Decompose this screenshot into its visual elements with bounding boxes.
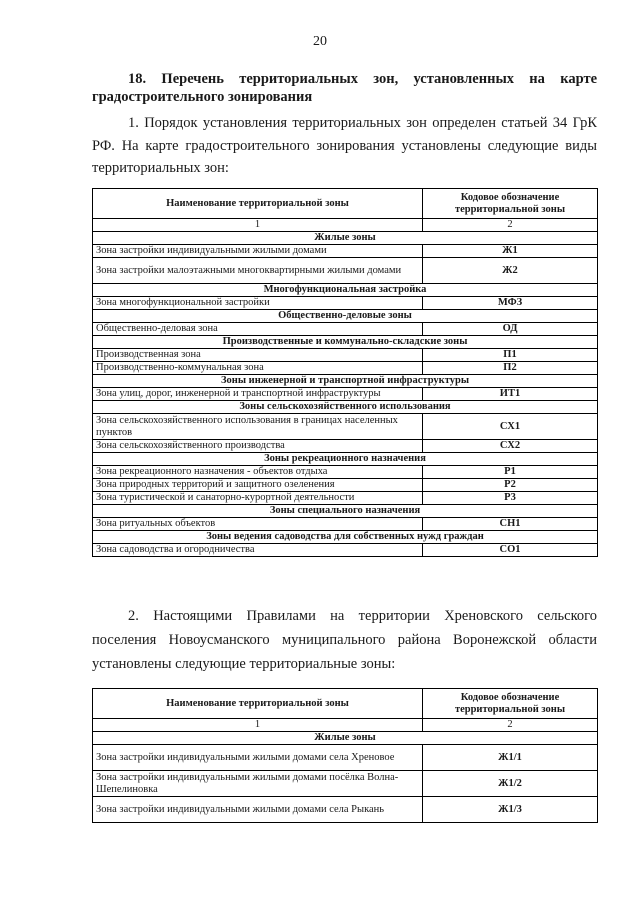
section-row <box>93 505 598 518</box>
zone-code: ОД <box>423 323 598 336</box>
zone-code: Ж1/3 <box>423 797 598 823</box>
section-row <box>93 401 598 414</box>
zone-name: Зона туристической и санаторно-курортной деятельности <box>93 492 423 505</box>
section-title: Жилые зоны <box>93 232 598 245</box>
table-row <box>93 518 598 531</box>
zone-code: СХ1 <box>423 414 598 440</box>
zone-code: Ж2 <box>423 258 598 284</box>
zone-code: Р3 <box>423 492 598 505</box>
table-row <box>93 362 598 375</box>
column-number: 1 <box>93 719 423 732</box>
column-number-row <box>93 719 598 732</box>
table-row <box>93 797 598 823</box>
zone-code: СО1 <box>423 544 598 557</box>
zone-code: Р2 <box>423 479 598 492</box>
section-row <box>93 232 598 245</box>
zone-name: Общественно-деловая зона <box>93 323 423 336</box>
zone-name: Зона многофункциональной застройки <box>93 297 423 310</box>
zone-code: МФЗ <box>423 297 598 310</box>
zone-name: Производственно-коммунальная зона <box>93 362 423 375</box>
column-header-code: Кодовое обозначение территориальной зоны <box>423 189 598 219</box>
section-title: Многофункциональная застройка <box>93 284 598 297</box>
section-title: Зоны инженерной и транспортной инфраструктуры <box>93 375 598 388</box>
zone-code: Ж1/2 <box>423 771 598 797</box>
section-heading <box>92 70 597 106</box>
column-header-code: Кодовое обозначение территориальной зоны <box>423 689 598 719</box>
section-title: Зоны специального назначения <box>93 505 598 518</box>
zone-code: ИТ1 <box>423 388 598 401</box>
column-number: 2 <box>423 219 598 232</box>
table-header-row <box>93 689 598 719</box>
paragraph-1-text: 1. Порядок установления территориальных зон определен статьей 34 ГрК РФ. На карте градостроительного зонирования установлены следующие виды территориальных зон: <box>92 115 597 176</box>
zone-name: Производственная зона <box>93 349 423 362</box>
section-row <box>93 310 598 323</box>
section-number: 18. <box>128 71 147 87</box>
section-row <box>93 732 598 745</box>
table-row <box>93 349 598 362</box>
section-title: Жилые зоны <box>93 732 598 745</box>
zone-name: Зона сельскохозяйственного производства <box>93 440 423 453</box>
table-row <box>93 388 598 401</box>
zone-name: Зона застройки индивидуальными жилыми домами села Рыкань <box>93 797 423 823</box>
zone-code: Ж1/1 <box>423 745 598 771</box>
table-row <box>93 440 598 453</box>
section-row <box>93 453 598 466</box>
section-title: Общественно-деловые зоны <box>93 310 598 323</box>
table-row <box>93 479 598 492</box>
column-header-name: Наименование территориальной зоны <box>93 689 423 719</box>
section-title: Производственные и коммунально-складские зоны <box>93 336 598 349</box>
zone-code: П2 <box>423 362 598 375</box>
zone-name: Зона рекреационного назначения - объектов отдыха <box>93 466 423 479</box>
paragraph-2-text: 2. Настоящими Правилами на территории Хреновского сельского поселения Новоусманского муниципального района Воронежской области установлены следующие территориальные зоны: <box>92 608 597 672</box>
zone-code: СХ2 <box>423 440 598 453</box>
zone-code: Р1 <box>423 466 598 479</box>
zone-code: П1 <box>423 349 598 362</box>
zone-name: Зона застройки индивидуальными жилыми домами <box>93 245 423 258</box>
zone-name: Зона ритуальных объектов <box>93 518 423 531</box>
table-row <box>93 492 598 505</box>
table-row <box>93 544 598 557</box>
section-title: Перечень территориальных зон, установленных на карте градостроительного зонирования <box>92 71 598 105</box>
table-header-row <box>93 189 598 219</box>
table-row <box>93 258 598 284</box>
table-row <box>93 466 598 479</box>
paragraph-2 <box>92 604 597 676</box>
section-row <box>93 375 598 388</box>
section-row <box>93 531 598 544</box>
section-title: Зоны ведения садоводства для собственных нужд граждан <box>93 531 598 544</box>
table-row <box>93 771 598 797</box>
zone-name: Зона застройки индивидуальными жилыми домами села Хреновое <box>93 745 423 771</box>
column-header-name: Наименование территориальной зоны <box>93 189 423 219</box>
table-row <box>93 414 598 440</box>
section-title: Зоны рекреационного назначения <box>93 453 598 466</box>
zone-name: Зона сельскохозяйственного использования в границах населенных пунктов <box>93 414 423 440</box>
paragraph-1 <box>92 112 597 180</box>
zones-table-2 <box>92 688 598 823</box>
table-row <box>93 297 598 310</box>
zone-code: СН1 <box>423 518 598 531</box>
section-title: Зоны сельскохозяйственного использования <box>93 401 598 414</box>
table-row <box>93 323 598 336</box>
zone-name: Зона природных территорий и защитного озеленения <box>93 479 423 492</box>
section-row <box>93 336 598 349</box>
column-number: 2 <box>423 719 598 732</box>
table-row <box>93 245 598 258</box>
page-number: 20 <box>313 34 327 49</box>
section-row <box>93 284 598 297</box>
zone-code: Ж1 <box>423 245 598 258</box>
zone-name: Зона застройки малоэтажными многоквартирными жилыми домами <box>93 258 423 284</box>
table-row <box>93 745 598 771</box>
zone-name: Зона улиц, дорог, инженерной и транспортной инфраструктуры <box>93 388 423 401</box>
zones-table-1 <box>92 188 598 557</box>
column-number-row <box>93 219 598 232</box>
zone-name: Зона застройки индивидуальными жилыми домами посёлка Волна-Шепелиновка <box>93 771 423 797</box>
zone-name: Зона садоводства и огородничества <box>93 544 423 557</box>
column-number: 1 <box>93 219 423 232</box>
